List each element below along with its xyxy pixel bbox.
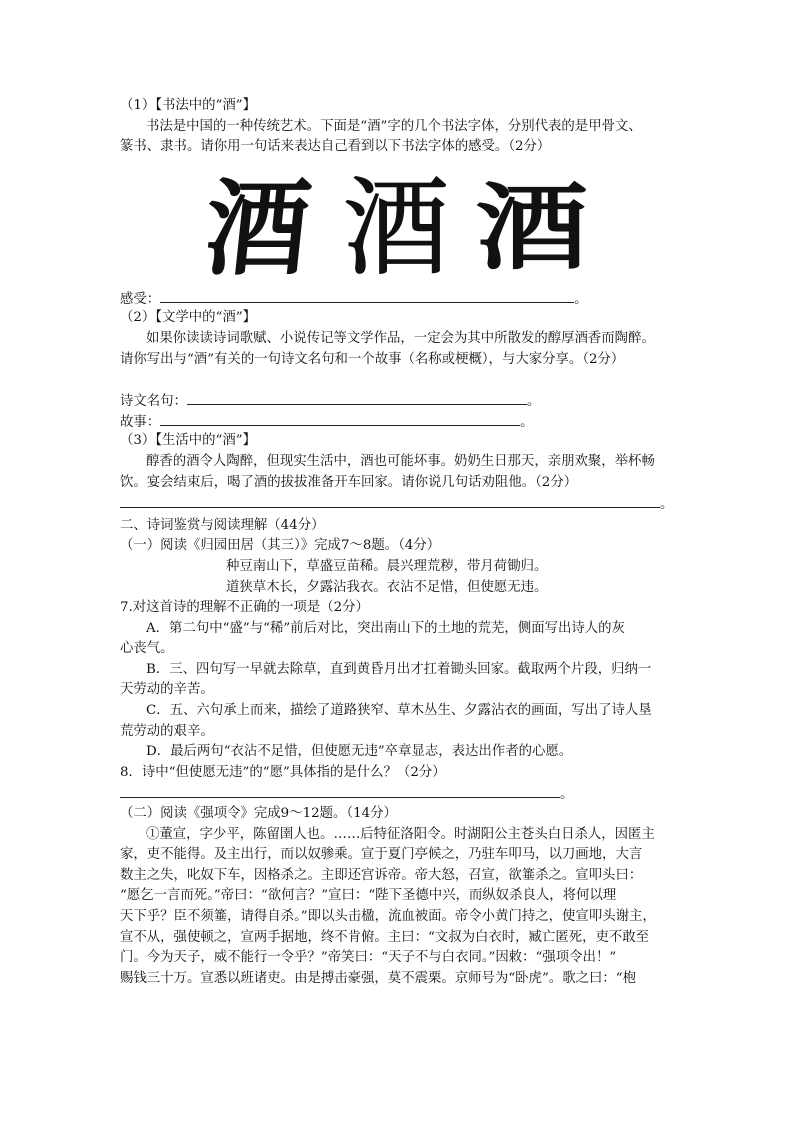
- part-2-heading: 二、诗词鉴赏与阅读理解（44分）: [120, 517, 325, 533]
- feeling-answer-row: 感受： 。: [120, 288, 680, 309]
- story-label: 故事：: [120, 414, 161, 430]
- passage-line-4: “愿乞一言而死。”帝曰：“欲何言？”宣曰：“陛下圣德中兴，而纵奴杀良人，将何以理: [120, 888, 617, 904]
- poem-answer-blank[interactable]: [187, 390, 527, 405]
- option-c: C．五、六句承上而来，描绘了道路狭窄、草木丛生、夕露沾衣的画面，写出了诗人垦: [146, 703, 652, 719]
- svg-text:酒: 酒: [343, 166, 449, 290]
- calligraphy-figure: [120, 162, 680, 288]
- option-b: B．三、四句写一早就去除草，直到黄昏月出才扛着锄头回家。截取两个片段，归纳一: [146, 661, 652, 677]
- reading-2-heading: （二）阅读《强项令》完成9～12题。（14分）: [120, 806, 397, 822]
- q8-answer-row: 。: [120, 783, 680, 804]
- section-1-text-2: 篆书、隶书。请你用一句话来表达自己看到以下书法字体的感受。（2分）: [120, 139, 551, 155]
- poem-line-2: 道狭草木长，夕露沾我衣。衣沾不足惜，但使愿无违。: [226, 579, 548, 595]
- poem-answer-row: 诗文名句： 。: [120, 390, 680, 411]
- section-1-text-1: 书法是中国的一种传统艺术。下面是“酒”字的几个书法字体，分别代表的是甲骨文、: [146, 118, 642, 134]
- option-a: A．第二句中“盛”与“稀”前后对比，突出南山下的土地的荒芜，侧面写出诗人的灰: [146, 620, 625, 636]
- story-answer-row: 故事： 。: [120, 411, 680, 432]
- persuade-answer-blank[interactable]: [120, 493, 660, 508]
- question-8: 8．诗中“但使愿无违”的“愿”具体指的是什么？（2分）: [120, 764, 446, 780]
- feeling-label: 感受：: [120, 291, 161, 307]
- section-1-title: （1）【书法中的“酒”】: [120, 98, 257, 113]
- option-b-cont: 天劳动的辛苦。: [120, 682, 214, 698]
- story-answer-blank[interactable]: [160, 411, 520, 426]
- passage-line-8: 赐钱三十万。宣悉以班诸吏。由是搏击豪强，莫不震栗。京师号为“卧虎”。歌之曰：“枹: [120, 970, 636, 986]
- passage-line-6: 宣不从，强使顿之，宣两手据地，终不肯俯。主曰：“文叔为白衣时，臧亡匿死，吏不敢至: [120, 929, 650, 945]
- section-3-text-2: 饮。宴会结束后，喝了酒的拔拔准备开车回家。请你说几句话劝阻他。（2分）: [120, 474, 578, 490]
- q8-answer-blank[interactable]: [120, 783, 560, 798]
- poem-line-1: 种豆南山下，草盛豆苗稀。晨兴理荒秽，带月荷锄归。: [226, 558, 548, 574]
- question-7: 7.对这首诗的理解不正确的一项是（2分）: [120, 600, 369, 616]
- svg-text:酒: 酒: [198, 167, 316, 290]
- exam-page: [120, 96, 680, 989]
- option-a-cont: 心丧气。: [120, 641, 174, 657]
- persuade-answer-row: 。: [120, 493, 680, 514]
- oracle-bone-glyph: [198, 165, 316, 290]
- option-c-cont: 荒劳动的艰辛。: [120, 723, 214, 739]
- section-3-text-1: 醇香的酒令人陶醉，但现实生活中，酒也可能坏事。奶奶生日那天，亲朋欢聚，举杯畅: [146, 453, 655, 469]
- section-2-title: （2）【文学中的“酒”】: [120, 310, 257, 326]
- section-2-text-2: 请你写出与“酒”有关的一句诗文名句和一个故事（名称或梗概），与大家分享。（2分）: [120, 351, 625, 367]
- passage-line-2: 家，吏不能得。及主出行，而以奴骖乘。宣于夏门亭候之，乃驻车叩马，以刀画地，大言: [120, 847, 643, 863]
- poem-label: 诗文名句：: [120, 394, 187, 410]
- reading-1-heading: （一）阅读《归园田居（其三）》完成7～8题。（4分）: [120, 538, 441, 554]
- clerical-script-glyph: [475, 165, 588, 285]
- seal-script-glyph: [343, 165, 449, 290]
- passage-line-1: ①董宣，字少平，陈留圉人也。……后特征洛阳令。时湖阳公主苍头白日杀人，因匿主: [146, 826, 655, 842]
- option-d: D．最后两句“衣沾不足惜，但使愿无违”卒章显志，表达出作者的心愿。: [146, 744, 573, 760]
- feeling-answer-blank[interactable]: [160, 288, 574, 303]
- passage-line-5: 天下乎？臣不须箠，请得自杀。”即以头击楹，流血被面。帝令小黄门持之，使宣叩头谢主，: [120, 909, 656, 924]
- passage-line-7: 门。今为天子，威不能行一令乎？”帝笑曰：“天子不与白衣同。”因敕：“强项令出！”: [120, 950, 617, 966]
- svg-text:酒: 酒: [475, 173, 588, 283]
- section-3-title: （3）【生活中的“酒”】: [120, 433, 257, 449]
- section-2-text-1: 如果你读读诗词歌赋、小说传记等文学作品，一定会为其中所散发的醇厚酒香而陶醉。: [146, 330, 655, 346]
- passage-line-3: 数主之失，叱奴下车，因格杀之。主即还宫诉帝。帝大怒，召宣，欲箠杀之。宣叩头曰：: [120, 867, 643, 883]
